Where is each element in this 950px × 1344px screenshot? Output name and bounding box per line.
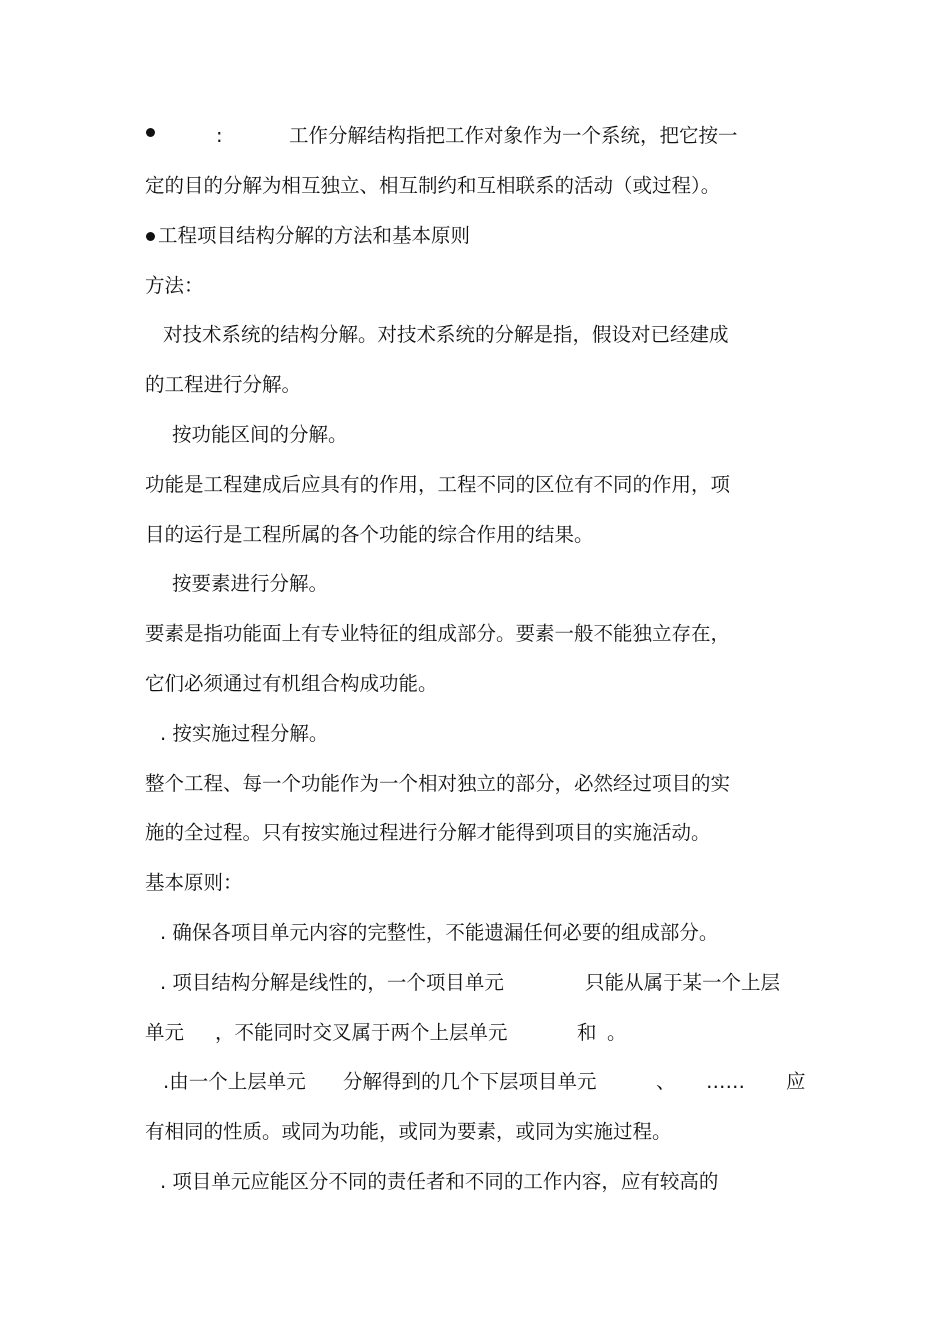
principle-3-line-1a: .由一个上层单元 bbox=[163, 1070, 306, 1093]
principle-4: . 项目单元应能区分不同的责任者和不同的工作内容，应有较高的 bbox=[160, 1170, 719, 1193]
principle-3-line-1b: 分解得到的几个下层项目单元 bbox=[343, 1070, 597, 1093]
principle-2-line-1b: 只能从属于某一个上层 bbox=[585, 971, 781, 994]
principle-2-line-2d: 。 bbox=[607, 1021, 627, 1044]
section-heading: 工程项目结构分解的方法和基本原则 bbox=[158, 224, 471, 247]
principle-2-line-1a: . 项目结构分解是线性的，一个项目单元 bbox=[160, 971, 504, 994]
principle-2-line-2c: 和 bbox=[577, 1021, 597, 1044]
method-2-line-2: 目的运行是工程所属的各个功能的综合作用的结果。 bbox=[145, 523, 594, 546]
principle-2-line-2a: 单元 bbox=[145, 1021, 185, 1044]
principle-3-line-1c: 、 bbox=[656, 1070, 676, 1093]
method-3-line-1: 要素是指功能面上有专业特征的组成部分。要素一般不能独立存在， bbox=[145, 622, 731, 645]
principle-3-line-2: 有相同的性质。或同为功能，或同为要素，或同为实施过程。 bbox=[145, 1120, 672, 1143]
method-4-line-2: 施的全过程。只有按实施过程进行分解才能得到项目的实施活动。 bbox=[145, 821, 711, 844]
principle-1: . 确保各项目单元内容的完整性，不能遗漏任何必要的组成部分。 bbox=[160, 921, 719, 944]
principle-2-line-2b: ，不能同时交叉属于两个上层单元 bbox=[215, 1021, 508, 1044]
bullet-icon bbox=[146, 232, 155, 241]
method-4-title: . 按实施过程分解。 bbox=[160, 722, 329, 745]
method-2-line-1: 功能是工程建成后应具有的作用，工程不同的区位有不同的作用，项 bbox=[145, 473, 731, 496]
definition-colon: : bbox=[216, 124, 223, 147]
method-3-line-2: 它们必须通过有机组合构成功能。 bbox=[145, 672, 438, 695]
methods-label: 方法： bbox=[145, 274, 204, 297]
method-1-line-2: 的工程进行分解。 bbox=[145, 373, 302, 396]
method-3-title: 按要素进行分解。 bbox=[172, 572, 329, 595]
principles-label: 基本原则： bbox=[145, 871, 243, 894]
method-2-title: 按功能区间的分解。 bbox=[172, 423, 348, 446]
definition-line-1: 工作分解结构指把工作对象作为一个系统，把它按一 bbox=[289, 124, 738, 147]
principle-3-line-1d: …… bbox=[706, 1070, 745, 1093]
method-1-line-1: 对技术系统的结构分解。对技术系统的分解是指，假设对已经建成 bbox=[163, 323, 729, 346]
bullet-icon bbox=[146, 128, 155, 137]
method-4-line-1: 整个工程、每一个功能作为一个相对独立的部分，必然经过项目的实 bbox=[145, 772, 731, 795]
definition-line-2: 定的目的分解为相互独立、相互制约和互相联系的活动（或过程）。 bbox=[145, 174, 721, 197]
principle-3-line-1e: 应 bbox=[786, 1070, 806, 1093]
